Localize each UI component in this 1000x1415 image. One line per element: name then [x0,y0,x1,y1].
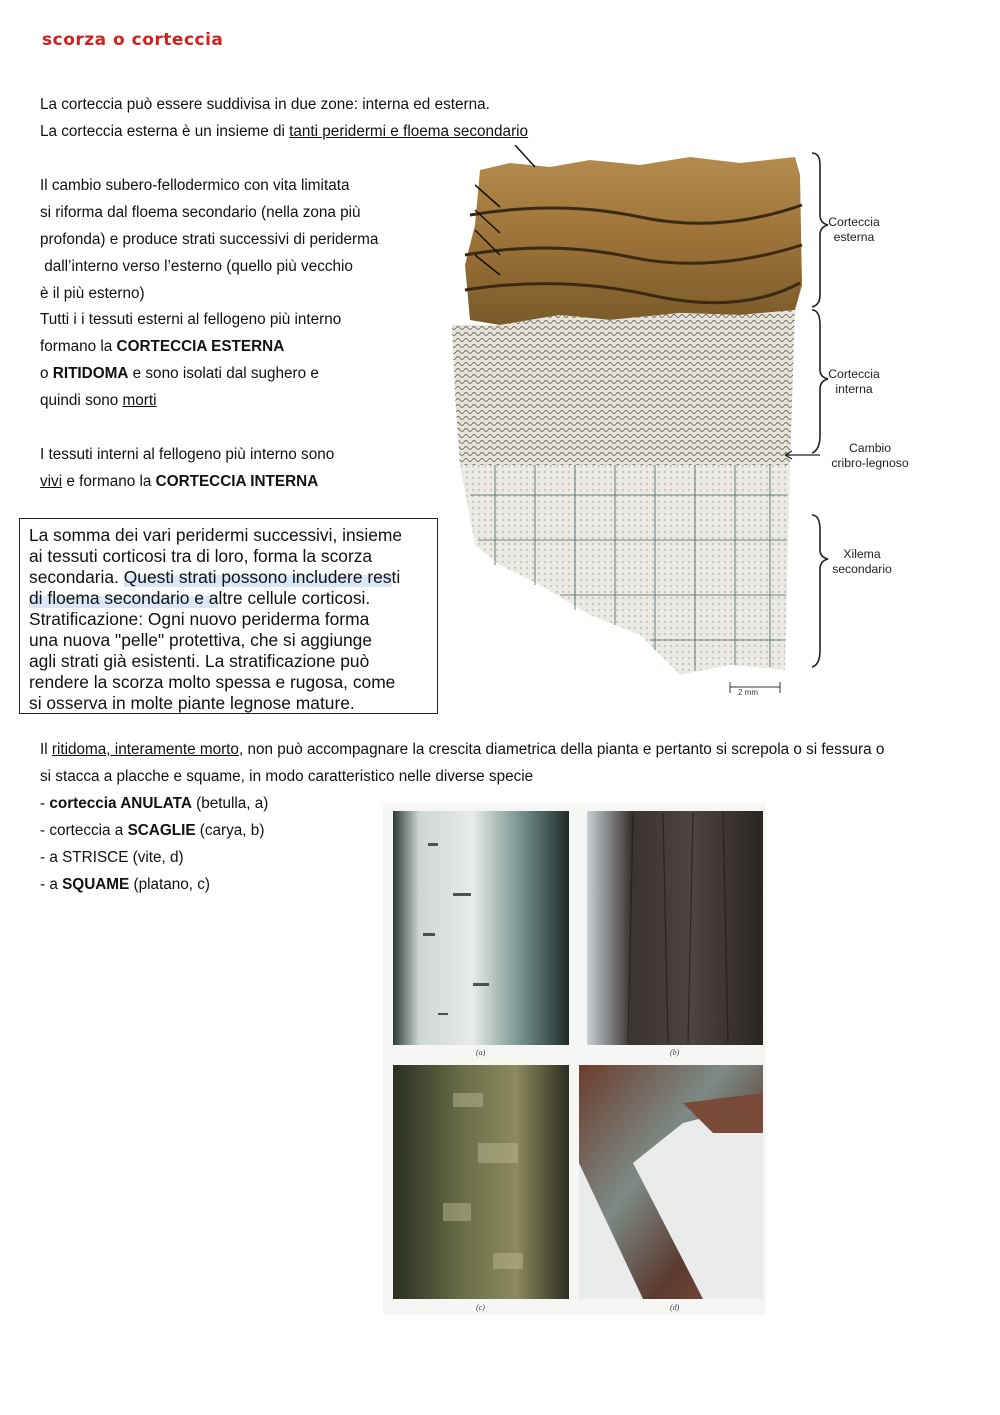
intro-line-2: La corteccia esterna è un insieme di tanti peridermi e floema secondario [40,123,529,140]
box-line: rendere la scorza molto spessa e rugosa, come [29,672,396,692]
list-item: - corteccia ANULATA (betulla, a) [40,795,269,812]
para1-line-6: Tutti i i tessuti esterni al fellogeno più interno [40,311,342,328]
ritidoma-line-2: si stacca a placche e squame, in modo caratteristico nelle diverse specie [40,768,534,785]
summary-box [19,518,438,714]
caption-c: (c) [476,1303,485,1312]
box-line: La somma dei vari peridermi successivi, insieme [29,525,403,545]
underlined-ritidoma: ritidoma, interamente morto [51,741,239,758]
para2-line-1: I tessuti interni al fellogeno più interno sono [40,446,335,463]
bark-photos-figure [383,803,766,1315]
box-line: secondaria. Questi strati possono includere resti [29,567,401,587]
para1-line-9: quindi sono morti [40,392,157,409]
underlined-morti: morti [122,392,157,409]
page-title-text: scorza o corteccia [42,30,224,50]
page-title [42,30,223,50]
highlight: di floema secondario e a [29,588,219,608]
caption-a: (a) [476,1048,486,1057]
para1-line-8: o RITIDOMA e sono isolati dal sughero e [40,365,319,382]
box-line: di floema secondario e altre cellule corticosi. [29,588,371,608]
caption-b: (b) [670,1048,680,1057]
label-cambio: Cambio cribro-legnoso [831,441,909,470]
para1-line-7: formano la CORTECCIA ESTERNA [40,338,285,355]
para2-line-2: vivi e formano la CORTECCIA INTERNA [40,473,319,490]
list-item: - a STRISCE (vite, d) [40,849,184,866]
ritidoma-line-1: Il ritidoma, interamente morto, non può accompagnare la crescita diametrica della pianta e pertanto si screpola o si fessura o [40,741,885,758]
para1-line-2: si riforma dal floema secondario (nella zona più [40,204,361,221]
box-line: si osserva in molte piante legnose mature. [29,693,355,713]
list-item: - a SQUAME (platano, c) [40,876,211,893]
bark-section-figure [440,145,915,705]
box-line: agli strati già esistenti. La stratificazione può [29,651,370,671]
box-line: ai tessuti corticosi tra di loro, forma la scorza [29,546,373,566]
intro-line-1: La corteccia può essere suddivisa in due zone: interna ed esterna. [40,96,490,113]
scale-label: 2 mm [738,688,758,697]
para1-line-4: dall’interno verso l’esterno (quello più vecchio [40,258,353,275]
bold-ritidoma: RITIDOMA [52,365,129,382]
label-corteccia-esterna: Corteccia esterna [828,215,880,244]
list-item: - corteccia a SCAGLIE (carya, b) [40,822,265,839]
caption-d: (d) [670,1303,680,1312]
para1-line-1: Il cambio subero-fellodermico con vita limitata [40,177,350,194]
bark-photos-image [383,803,766,1315]
box-line: Stratificazione: Ogni nuovo periderma forma [29,609,370,629]
label-corteccia-interna: Corteccia interna [828,367,880,396]
highlight: Questi strati possono includere res [123,567,392,587]
label-xilema: Xilema secondario [832,547,892,576]
underlined-vivi: vivi [40,473,63,490]
para1-line-3: profonda) e produce strati successivi di periderma [40,231,379,248]
box-line: una nuova "pelle" protettiva, che si aggiunge [29,630,373,650]
bold-corteccia-interna: CORTECCIA INTERNA [155,473,319,490]
intro-underlined: tanti peridermi e floema secondario [289,123,529,140]
para1-line-5: è il più esterno) [40,285,145,302]
bold-corteccia-esterna: CORTECCIA ESTERNA [116,338,285,355]
